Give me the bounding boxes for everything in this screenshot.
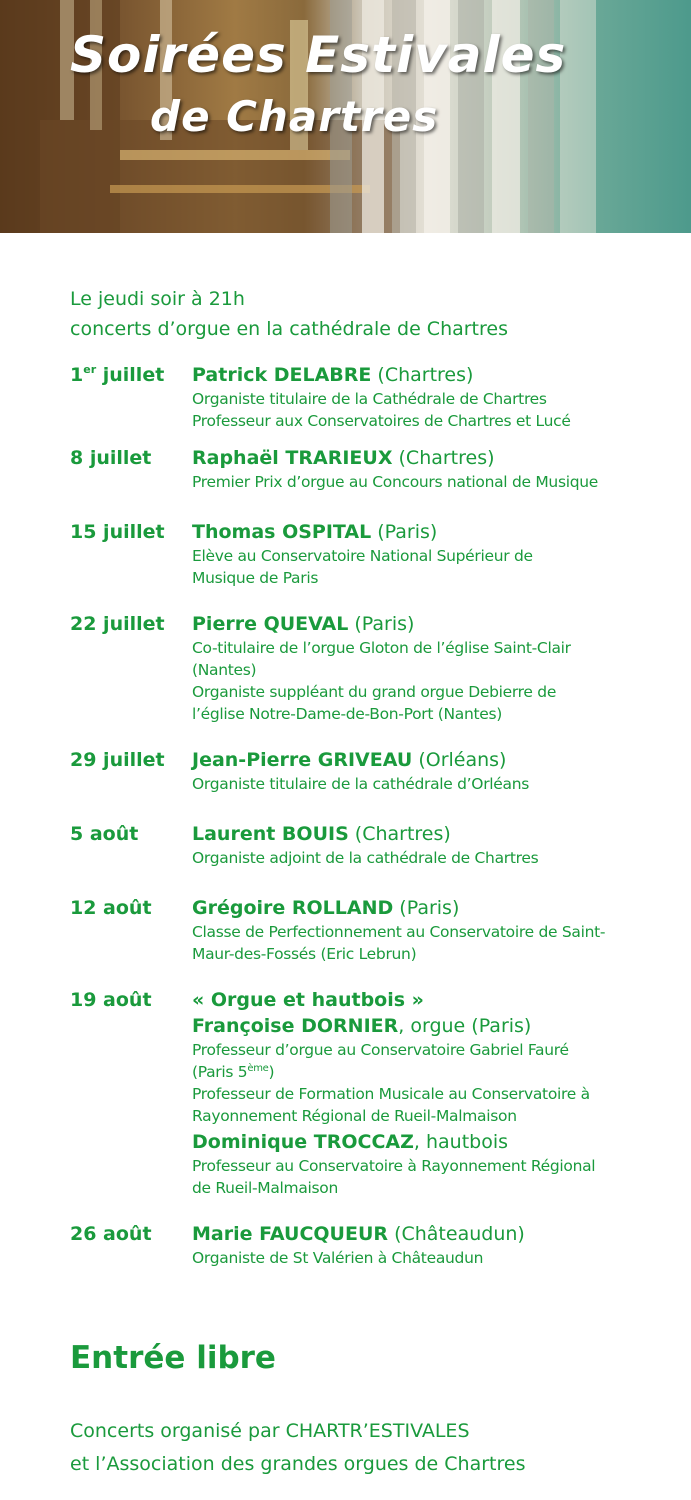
performer-location: (Chartres)	[348, 823, 451, 845]
performer-location: (Paris)	[371, 521, 438, 543]
performer-desc: Rayonnement Régional de Rueil-Malmaison	[192, 1107, 517, 1125]
performer-desc: Organiste suppléant du grand orgue Debierre de	[192, 683, 557, 701]
performer-location: (Orléans)	[412, 749, 507, 771]
header-banner	[0, 0, 691, 233]
concert-item	[70, 611, 685, 725]
intro-line-1: Le jeudi soir à 21h	[70, 288, 245, 310]
performer-desc: l’église Notre-Dame-de-Bon-Port (Nantes)	[192, 705, 503, 723]
performer-desc: Organiste titulaire de la cathédrale d’Orléans	[192, 775, 530, 793]
performer-name: Marie FAUCQUEUR	[192, 1223, 389, 1245]
performer-location: (Châteaudun)	[388, 1223, 525, 1245]
performer-desc: Organiste adjoint de la cathédrale de Chartres	[192, 849, 539, 867]
performer-desc: (Nantes)	[192, 661, 257, 679]
intro-line-2: concerts d’orgue en la cathédrale de Chartres	[70, 318, 508, 340]
performer-desc: (Paris 5ème)	[192, 1063, 275, 1081]
concert-date: 12 août	[70, 897, 152, 919]
performer-desc: de Rueil-Malmaison	[192, 1179, 339, 1197]
concert-date: 5 août	[70, 823, 139, 845]
performer-location: (Chartres)	[371, 364, 474, 386]
performer-location: (Paris)	[393, 897, 460, 919]
concert-date: 1er juillet	[70, 363, 165, 386]
performer-role: , hautbois	[413, 1131, 509, 1153]
performer-desc: Professeur d’orgue au Conservatoire Gabriel Fauré	[192, 1041, 569, 1059]
concert-date: 15 juillet	[70, 521, 165, 543]
performer-desc: Elève au Conservatoire National Supérieur de	[192, 547, 533, 565]
concert-item	[70, 821, 685, 869]
performer-location: (Chartres)	[392, 447, 495, 469]
concert-theme: « Orgue et hautbois »	[192, 989, 424, 1011]
concert-item	[70, 519, 685, 589]
performer-desc: Organiste titulaire de la Cathédrale de Chartres	[192, 390, 547, 408]
concert-date: 8 juillet	[70, 447, 152, 469]
concert-date: 29 juillet	[70, 749, 165, 771]
intro	[70, 284, 508, 344]
concert-date: 22 juillet	[70, 613, 165, 635]
performer-desc: Professeur aux Conservatoires de Chartres et Lucé	[192, 412, 571, 430]
concert-item	[70, 895, 685, 965]
concert-item	[70, 747, 685, 795]
credits-line-2: et l’Association des grandes orgues de Chartres	[70, 1453, 526, 1475]
performer-desc: Classe de Perfectionnement au Conservatoire de Saint-	[192, 923, 606, 941]
performer-desc: Professeur de Formation Musicale au Conservatoire à	[192, 1085, 590, 1103]
concert-date: 19 août	[70, 989, 152, 1011]
credits	[70, 1415, 525, 1481]
title-line-2: de Chartres	[150, 92, 439, 141]
performer-name: Thomas OSPITAL	[192, 521, 372, 543]
concert-list	[70, 362, 685, 1269]
performer-name: Grégoire ROLLAND	[192, 897, 394, 919]
performer-name: Pierre QUEVAL	[192, 613, 349, 635]
performer-location: (Paris)	[348, 613, 415, 635]
concert-date: 26 août	[70, 1223, 152, 1245]
free-entry-heading: Entrée libre	[70, 1340, 276, 1376]
concert-item	[70, 362, 685, 432]
concert-item	[70, 445, 685, 493]
performer-desc: Co-titulaire de l’orgue Gloton de l’église Saint-Clair	[192, 639, 571, 657]
performer-desc: Professeur au Conservatoire à Rayonnement Régional	[192, 1157, 596, 1175]
performer-desc: Premier Prix d’orgue au Concours national de Musique	[192, 473, 599, 491]
performer-name: Raphaël TRARIEUX	[192, 447, 393, 469]
performer-desc: Musique de Paris	[192, 569, 319, 587]
performer-name: Dominique TROCCAZ	[192, 1131, 414, 1153]
performer-name: Patrick DELABRE	[192, 364, 372, 386]
performer-desc: Maur-des-Fossés (Eric Lebrun)	[192, 945, 417, 963]
concert-item	[70, 987, 685, 1199]
concert-item	[70, 1221, 685, 1269]
title-line-1: Soirées Estivales	[70, 26, 567, 84]
performer-name: Laurent BOUIS	[192, 823, 349, 845]
performer-desc: Organiste de St Valérien à Châteaudun	[192, 1249, 484, 1267]
performer-name: Jean-Pierre GRIVEAU	[192, 749, 413, 771]
credits-line-1: Concerts organisé par CHARTR’ESTIVALES	[70, 1420, 470, 1442]
performer-role: , orgue (Paris)	[398, 1015, 532, 1037]
performer-name: Françoise DORNIER	[192, 1015, 399, 1037]
